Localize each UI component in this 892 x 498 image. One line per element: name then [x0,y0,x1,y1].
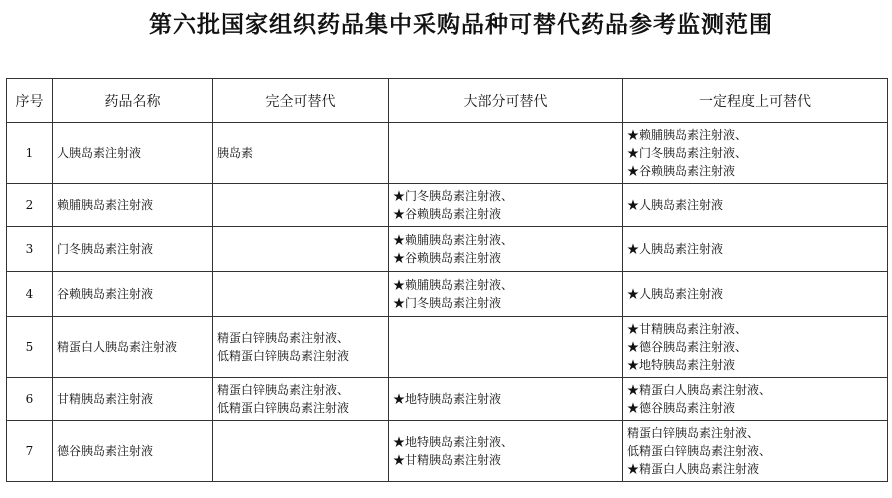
row-most [389,184,623,227]
row-drug-name: 精蛋白人胰岛素注射液 [53,317,213,378]
row-some [623,184,888,227]
some-item: 低精蛋白锌胰岛素注射液、 [627,444,772,458]
some-item: ★人胰岛素注射液 [627,198,724,212]
row-drug-name: 人胰岛素注射液 [53,123,213,184]
row-most [389,272,623,317]
substitution-table [6,78,888,482]
table-row [7,272,888,317]
some-item: ★精蛋白人胰岛素注射液、 [627,383,772,397]
row-some [623,272,888,317]
some-item: ★门冬胰岛素注射液、 [627,146,748,160]
table-row [7,421,888,482]
some-item: ★人胰岛素注射液 [627,287,724,301]
full-item: 低精蛋白锌胰岛素注射液 [217,401,350,415]
row-full [213,421,389,482]
row-seq: 2 [7,184,53,227]
row-full [213,227,389,272]
row-seq: 6 [7,378,53,421]
some-item: ★德谷胰岛素注射液、 [627,340,748,354]
table-row [7,184,888,227]
row-most [389,378,623,421]
row-full [213,317,389,378]
header-fully-substitutable: 完全可替代 [213,79,389,123]
table-header-row [7,79,888,123]
row-seq: 5 [7,317,53,378]
some-item: ★精蛋白人胰岛素注射液 [627,462,760,476]
row-drug-name: 赖脯胰岛素注射液 [53,184,213,227]
row-drug-name: 谷赖胰岛素注射液 [53,272,213,317]
row-some [623,317,888,378]
row-seq: 1 [7,123,53,184]
row-most [389,227,623,272]
row-drug-name: 甘精胰岛素注射液 [53,378,213,421]
most-item: ★地特胰岛素注射液、 [393,435,514,449]
full-item: 精蛋白锌胰岛素注射液、 [217,383,350,397]
row-some [623,378,888,421]
full-item: 低精蛋白锌胰岛素注射液 [217,349,350,363]
most-item: ★谷赖胰岛素注射液 [393,251,502,265]
row-seq: 3 [7,227,53,272]
row-most [389,317,623,378]
table-row [7,123,888,184]
most-item: ★门冬胰岛素注射液 [393,296,502,310]
row-most [389,421,623,482]
header-mostly-substitutable: 大部分可替代 [389,79,623,123]
full-item: 精蛋白锌胰岛素注射液、 [217,331,350,345]
table-row [7,227,888,272]
row-drug-name: 门冬胰岛素注射液 [53,227,213,272]
some-item: ★甘精胰岛素注射液、 [627,322,748,336]
header-drug-name: 药品名称 [53,79,213,123]
most-item: ★地特胰岛素注射液 [393,392,502,406]
most-item: ★赖脯胰岛素注射液、 [393,233,514,247]
row-most [389,123,623,184]
some-item: ★谷赖胰岛素注射液 [627,164,736,178]
row-seq: 4 [7,272,53,317]
most-item: ★赖脯胰岛素注射液、 [393,278,514,292]
full-item: 胰岛素 [217,146,254,160]
most-item: ★门冬胰岛素注射液、 [393,189,514,203]
header-seq: 序号 [7,79,53,123]
some-item: 精蛋白锌胰岛素注射液、 [627,426,760,440]
some-item: ★赖脯胰岛素注射液、 [627,128,748,142]
row-some [623,421,888,482]
most-item: ★甘精胰岛素注射液 [393,453,502,467]
row-seq: 7 [7,421,53,482]
some-item: ★地特胰岛素注射液 [627,358,736,372]
row-full [213,378,389,421]
document-title: 第六批国家组织药品集中采购品种可替代药品参考监测范围 [149,12,773,38]
header-partly-substitutable: 一定程度上可替代 [623,79,888,123]
most-item: ★谷赖胰岛素注射液 [393,207,502,221]
row-some [623,123,888,184]
row-drug-name: 德谷胰岛素注射液 [53,421,213,482]
row-full [213,123,389,184]
table-row [7,378,888,421]
row-some [623,227,888,272]
table-row [7,317,888,378]
row-full [213,184,389,227]
some-item: ★人胰岛素注射液 [627,242,724,256]
some-item: ★德谷胰岛素注射液 [627,401,736,415]
row-full [213,272,389,317]
